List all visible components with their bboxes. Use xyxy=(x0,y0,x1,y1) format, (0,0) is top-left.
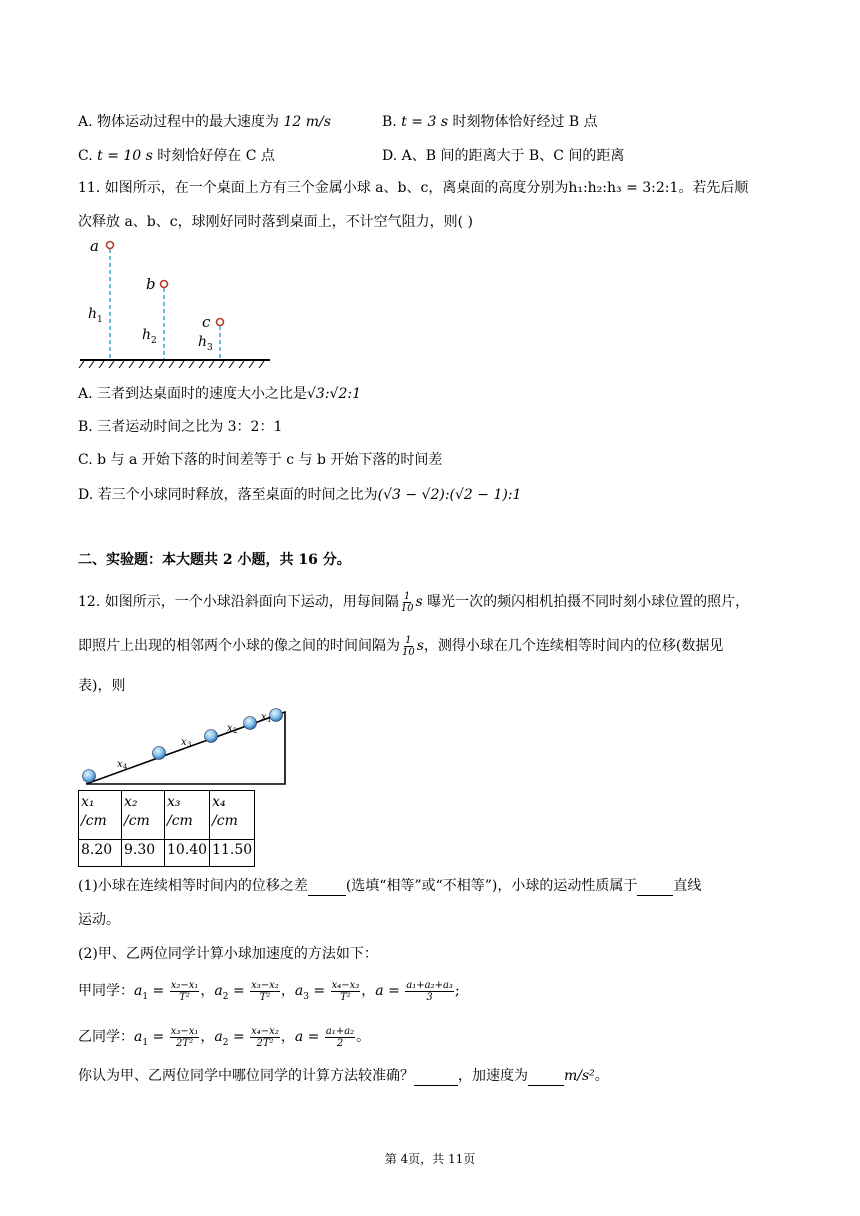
q12-part1-line2: 运动。 xyxy=(78,912,120,928)
ball-2 xyxy=(244,717,257,730)
label-b: b xyxy=(146,275,156,293)
answer-blank[interactable] xyxy=(308,881,346,896)
q10-option-b: B. t = 3 s 时刻物体恰好经过 B 点 xyxy=(382,114,598,130)
fraction-1-10: $\frac{1}{10}$ xyxy=(402,634,415,658)
displacement-table xyxy=(78,790,255,867)
ball-5 xyxy=(83,770,96,783)
incline-figure xyxy=(78,704,292,790)
yi-formula: 乙同学：$a_1$ = $\frac{\text{x₃−x₁}}{\text{2T²}}$ ，$a_2$ = $\frac{\text{x₄−x₂}}{\text{2T²}}$ ，a = $\frac{\text{a₁+a₂}}{2}$ 。 xyxy=(78,1025,371,1049)
label-h1: h xyxy=(88,306,98,322)
label-a: a xyxy=(90,237,99,255)
label-x3-sub: 3 xyxy=(187,741,192,749)
table-cell: 8.20 xyxy=(79,840,122,867)
label-x1: x xyxy=(261,712,267,723)
table-cell: 11.50 xyxy=(210,840,255,867)
q12-stem-line3: 表)，则 xyxy=(78,678,126,694)
q11-option-b: B. 三者运动时间之比为 3：2：1 xyxy=(78,419,283,435)
label-h1-sub: 1 xyxy=(97,315,103,325)
q10-option-d: D. A、B 间的距离大于 B、C 间的距离 xyxy=(382,148,625,164)
table-header-row xyxy=(79,791,255,840)
q11-stem-line1: 11. 如图所示，在一个桌面上方有三个金属小球 a、b、c，离桌面的高度分别为h₁:h₂:h₃ = 3:2:1。若先后顺 xyxy=(78,180,749,196)
ball-3 xyxy=(205,730,218,743)
section-heading: 二、实验题：本大题共 2 小题，共 16 分。 xyxy=(78,552,351,568)
table-row xyxy=(79,840,255,867)
ball-b xyxy=(161,281,168,288)
q12-stem-line1: 12. 如图所示，一个小球沿斜面向下运动，用每间隔 $\frac{1}{10}$ s 曝光一次的频闪相机拍摄不同时刻小球位置的照片， xyxy=(78,590,750,614)
ball-4 xyxy=(153,747,166,760)
table-header-cell: x₂ /cm xyxy=(122,791,165,840)
label-x2-sub: 2 xyxy=(233,727,238,735)
three-balls-figure xyxy=(78,236,274,370)
label-h3-sub: 3 xyxy=(207,343,213,353)
label-h2-sub: 2 xyxy=(151,336,157,346)
table-header-cell: x₁ /cm xyxy=(79,791,122,840)
label-h2: h xyxy=(142,327,152,343)
answer-blank[interactable] xyxy=(637,881,673,896)
label-x1-sub: 1 xyxy=(267,716,272,724)
q11-option-c: C. b 与 a 开始下落的时间差等于 c 与 b 开始下落的时间差 xyxy=(78,452,443,468)
label-x4: x xyxy=(117,759,123,770)
answer-blank[interactable] xyxy=(414,1071,458,1086)
label-h3: h xyxy=(198,334,208,350)
q10-option-a: A. 物体运动过程中的最大速度为 12 m/s xyxy=(78,114,331,130)
label-x2: x xyxy=(227,723,233,734)
q12-last-line: 你认为甲、乙两位同学中哪位同学的计算方法较准确？ ，加速度为 m/s²。 xyxy=(78,1068,609,1084)
q11-stem-line2: 次释放 a、b、c，球刚好同时落到桌面上，不计空气阻力，则( ) xyxy=(78,214,473,230)
table-header-cell: x₃ /cm xyxy=(165,791,210,840)
table-cell: 9.30 xyxy=(122,840,165,867)
q11-option-d: D. 若三个小球同时释放，落至桌面的时间之比为(√3 − √2):(√2 − 1):1 xyxy=(78,487,522,503)
q10-option-c: C. t = 10 s 时刻恰好停在 C 点 xyxy=(78,148,275,164)
q12-stem-line2: 即照片上出现的相邻两个小球的像之间的时间间隔为 $\frac{1}{10}$ s，测得小球在几个连续相等时间内的位移(数据见 xyxy=(78,634,724,658)
label-c: c xyxy=(202,313,211,331)
ball-c xyxy=(217,319,224,326)
label-x3: x xyxy=(181,737,187,748)
answer-blank[interactable] xyxy=(528,1071,564,1086)
table-cell: 10.40 xyxy=(165,840,210,867)
q12-part2: (2)甲、乙两位同学计算小球加速度的方法如下： xyxy=(78,946,378,962)
q12-part1-line1: (1)小球在连续相等时间内的位移之差 (选填“相等”或“不相等”)，小球的运动性质属于 直线 xyxy=(78,878,702,894)
page-footer: 第 4页，共 11页 xyxy=(384,1152,476,1166)
table-header-cell: x₄ /cm xyxy=(210,791,255,840)
ball-a xyxy=(107,242,114,249)
jia-formula: 甲同学：$a_1$ = $\frac{\text{x₂−x₁}}{\text{T²}}$ ，$a_2$ = $\frac{\text{x₃−x₂}}{\text{T²}}$ ，$a_3$ = $\frac{\text{x₄−x₃}}{\text{T²}}$ ，a = $\frac{\text{a₁+a₂+a₃}}{3}$ ; xyxy=(78,979,460,1003)
fraction-1-10: $\frac{1}{10}$ xyxy=(400,590,414,614)
q11-option-a: A. 三者到达桌面时的速度大小之比是√3:√2:1 xyxy=(78,386,362,402)
label-x4-sub: 4 xyxy=(123,763,128,771)
